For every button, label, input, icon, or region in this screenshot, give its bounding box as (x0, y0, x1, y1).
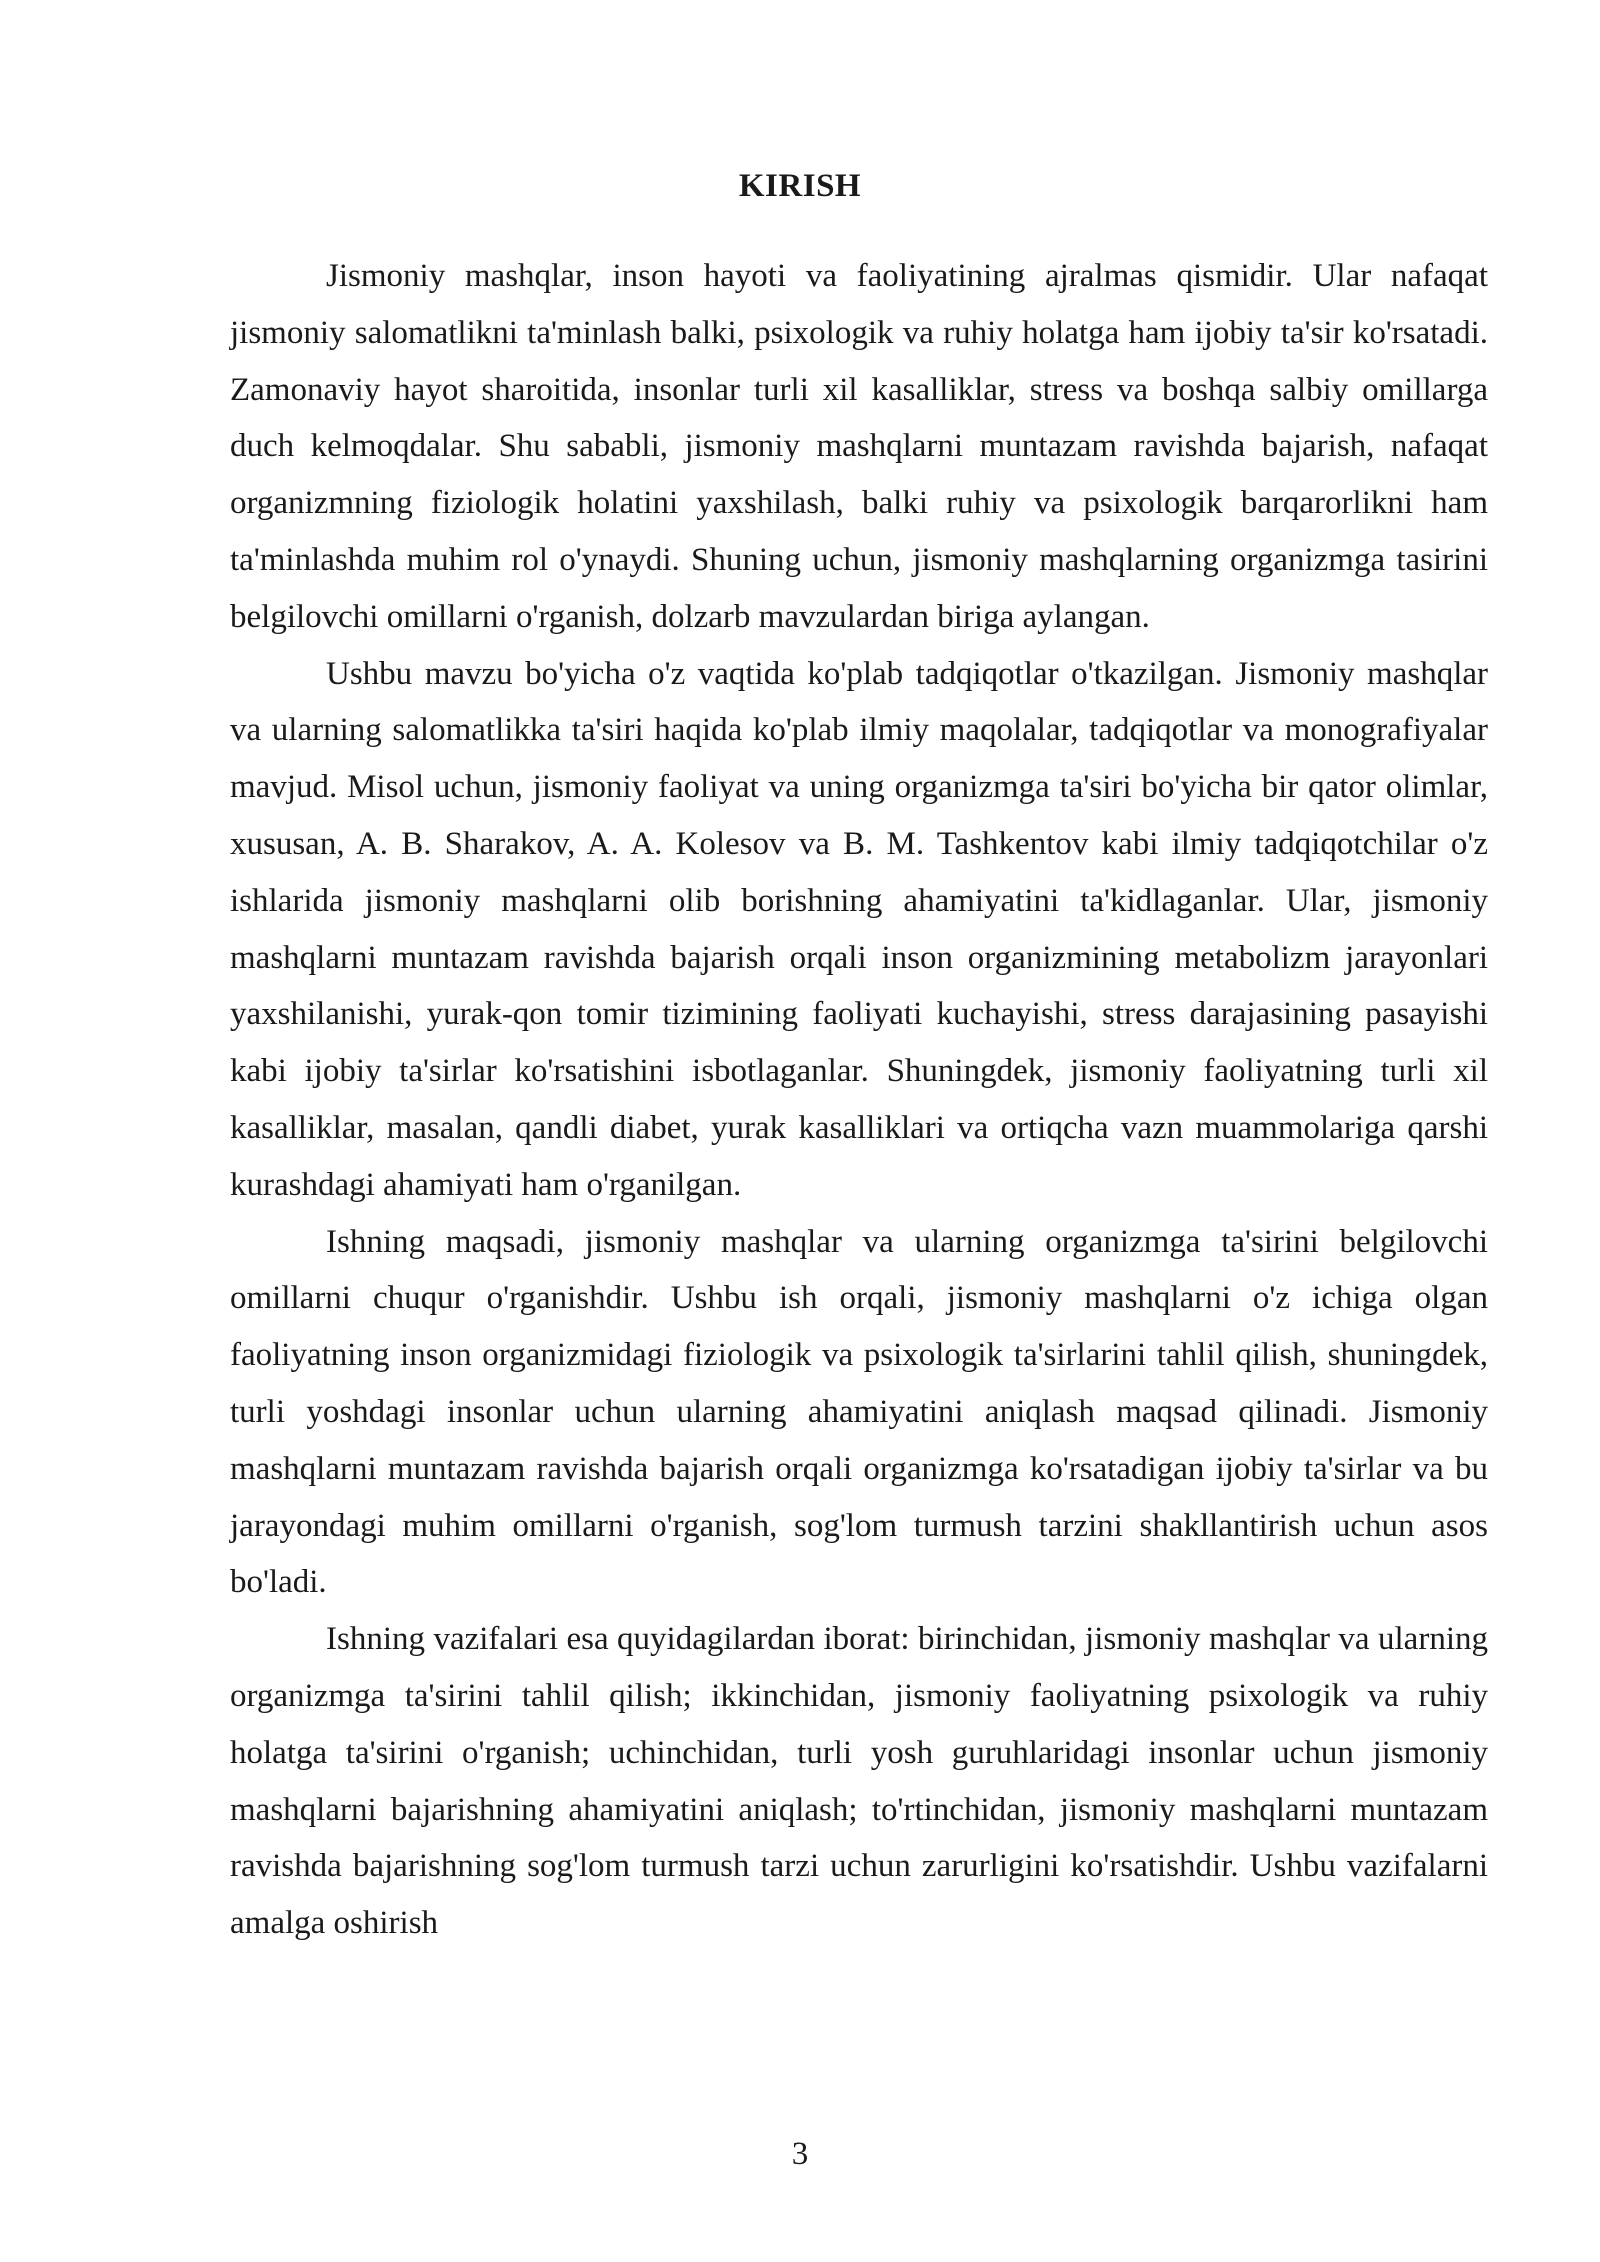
paragraph-purpose: Ishning maqsadi, jismoniy mashqlar va ularning organizmga ta'sirini belgilovchi omillarni chuqur o'rganishdir. Ushbu ish orqali, jismoniy mashqlarni o'z ichiga olgan faoliyatning inson organizmidagi fiziologik va psixologik ta'sirlarini tahlil qilish, shuningdek, turli yoshdagi insonlar uchun ularning ahamiyatini aniqlash maqsad qilinadi. Jismoniy mashqlarni muntazam ravishda bajarish orqali organizmga ko'rsatadigan ijobiy ta'sirlar va bu jarayondagi muhim omillarni o'rganish, sog'lom turmush tarzini shakllantirish uchun asos bo'ladi. (230, 1223, 1488, 1601)
paragraph-literature-review: Ushbu mavzu bo'yicha o'z vaqtida ko'plab tadqiqotlar o'tkazilgan. Jismoniy mashqlar va ularning salomatlikka ta'siri haqida ko'plab ilmiy maqolalar, tadqiqotlar va monografiyalar mavjud. Misol uchun, jismoniy faoliyat va uning organizmga ta'siri bo'yicha bir qator olimlar, xususan, A. B. Sharakov, A. A. Kolesov va B. M. Tashkentov kabi ilmiy tadqiqotchilar o'z ishlarida jismoniy mashqlarni olib borishning ahamiyatini ta'kidlaganlar. Ular, jismoniy mashqlarni muntazam ravishda bajarish orqali inson organizmining metabolizm jarayonlari yaxshilanishi, yurak-qon tomir tizimining faoliyati kuchayishi, stress darajasining pasayishi kabi ijobiy ta'sirlar ko'rsatishini isbotlaganlar. Shuningdek, jismoniy faoliyatning turli xil kasalliklar, masalan, qandli diabet, yurak kasalliklari va ortiqcha vazn muammolariga qarshi kurashdagi ahamiyati ham o'rganilgan. (230, 655, 1488, 1203)
paragraph-tasks: Ishning vazifalari esa quyidagilardan iborat: birinchidan, jismoniy mashqlar va ularning organizmga ta'sirini tahlil qilish; ikkinchidan, jismoniy faoliyatning psixologik va ruhiy holatga ta'sirini o'rganish; uchinchidan, turli yosh guruhlaridagi insonlar uchun jismoniy mashqlarni bajarishning ahamiyatini aniqlash; to'rtinchidan, jismoniy mashqlarni muntazam ravishda bajarishning sog'lom turmush tarzi uchun zarurligini ko'rsatishdir. Ushbu vazifalarni amalga oshirish (230, 1621, 1488, 1942)
body-text (230, 248, 1488, 1952)
page-number: 3 (791, 2136, 809, 2172)
section-heading: KIRISH (738, 168, 862, 204)
paragraph-introduction: Jismoniy mashqlar, inson hayoti va faoliyatining ajralmas qismidir. Ular nafaqat jismoniy salomatlikni ta'minlash balki, psixologik va ruhiy holatga ham ijobiy ta'sir ko'rsatadi. Zamonaviy hayot sharoitida, insonlar turli xil kasalliklar, stress va boshqa salbiy omillarga duch kelmoqdalar. Shu sababli, jismoniy mashqlarni muntazam ravishda bajarish, nafaqat organizmning fiziologik holatini yaxshilash, balki ruhiy va psixologik barqarorlikni ham ta'minlashda muhim rol o'ynaydi. Shuning uchun, jismoniy mashqlarning organizmga tasirini belgilovchi omillarni o'rganish, dolzarb mavzulardan biriga aylangan. (230, 258, 1488, 635)
